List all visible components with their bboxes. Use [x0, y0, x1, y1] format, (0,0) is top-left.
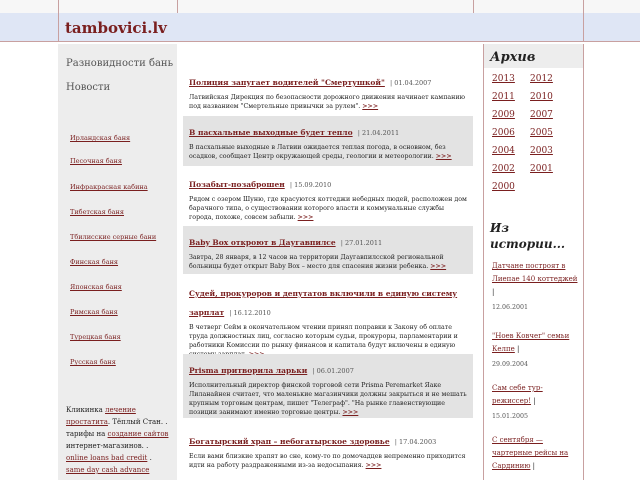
history-date: 29.09.2004: [492, 361, 529, 368]
read-more-link[interactable]: >>>: [362, 103, 379, 110]
news-date: 01.04.2007: [394, 79, 432, 87]
news-item: Prisma притворила ларьки | 06.01.2007 Исполнительный директор финской торговой сети Prisma Peremarket Яаке Лиланайнен считает, что маленькие магазинчики должны закрыться и не мешать крупным торговым центрам, пишет "Телеграф". "На рынке главенствующие позиции занимают именно торговые центры. >>>: [183, 354, 473, 418]
promo-link[interactable]: лечение простатита: [66, 406, 136, 426]
sidebar-link-irish-bath[interactable]: Ирландская баня: [70, 134, 131, 142]
news-excerpt: Исполнительный директор финской торговой сети Prisma Peremarket Яаке Лиланайнен считает, что маленькие магазинчики должны закрыться и не мешать крупным торговым центрам, пишет "Телеграф". "На рынке главенствующие позиции занимают именно торговые центры.: [189, 382, 467, 416]
news-excerpt: Завтра, 28 января, в 12 часов на территории Даугавпилсской региональной больницы будет открыт Baby Box – место для спасения жизни ребенка.: [189, 254, 444, 270]
news-excerpt: Если вами близкие храпят во сне, кому-то по домочадцев непременно приходится идти на работу раздраженными из-за недосыпания.: [189, 453, 466, 469]
archive-year-link[interactable]: 2006: [492, 128, 515, 138]
promo-text: интернет-магазинов. .: [66, 442, 149, 450]
header-divider: [58, 13, 59, 41]
archive-year-link[interactable]: 2003: [530, 146, 553, 156]
history-date: 15.01.2005: [492, 413, 529, 420]
promo-text: .: [147, 454, 152, 462]
promo-link[interactable]: создание сайтов: [107, 430, 169, 438]
history-heading: Из истории...: [490, 221, 566, 251]
sidebar-link-russian-bath[interactable]: Русская баня: [70, 358, 116, 366]
archive-year-link[interactable]: 2000: [492, 182, 515, 192]
news-title-link[interactable]: Судей, прокуроров и депутатов включили в единую систему зарплат: [189, 289, 458, 317]
read-more-link[interactable]: >>>: [430, 263, 447, 270]
left-sidebar: [58, 44, 177, 480]
archive-year-link[interactable]: 2010: [530, 92, 553, 102]
read-more-link[interactable]: >>>: [297, 214, 314, 221]
sidebar-link-turkish-bath[interactable]: Турецкая баня: [70, 333, 121, 341]
news-title-link[interactable]: В пасхальные выходные будет тепло: [189, 128, 353, 137]
archive-year-link[interactable]: 2002: [492, 164, 515, 174]
news-title-link[interactable]: Полиция запугает водителей "Смертушкой": [189, 78, 385, 87]
sidebar-link-tbilisi-baths[interactable]: Тбилисские серные бани: [70, 233, 157, 241]
sidebar-heading-news[interactable]: Новости: [66, 82, 111, 93]
archive-year-link[interactable]: 2007: [530, 110, 553, 120]
history-link[interactable]: Сам себе тур-режиссер!: [492, 384, 543, 405]
history-date: 12.06.2001: [492, 304, 529, 311]
top-divider: [473, 0, 474, 13]
news-date: 15.09.2010: [294, 181, 332, 189]
news-title-link[interactable]: Богатырский храп – небогатырское здоровье: [189, 437, 390, 446]
news-excerpt: Рядом с озером Шуню, где красуются коттеджи небедных людей, расположен дом барачного типа, о существовании которого власти и коммунальные службы города, похоже, совсем забыли.: [189, 196, 467, 221]
sidebar-link-roman-bath[interactable]: Римская баня: [70, 308, 118, 316]
archive-year-link[interactable]: 2004: [492, 146, 515, 156]
sidebar-link-finnish-bath[interactable]: Финская баня: [70, 258, 119, 266]
top-strip: [0, 0, 640, 14]
news-item: Полиция запугает водителей "Смертушкой" | 01.04.2007 Латвийская Дирекция по безопасности дорожного движения начинает кампанию под названием "Смертельные привычки за рулем". >>>: [189, 78, 466, 110]
news-date: 27.01.2011: [344, 239, 383, 247]
archive-heading: Архив: [490, 50, 536, 65]
archive-year-link[interactable]: 2009: [492, 110, 515, 120]
promo-link[interactable]: online loans bad credit: [66, 454, 148, 462]
archive-year-link[interactable]: 2005: [530, 128, 553, 138]
history-link[interactable]: С сентября — чартерные рейсы на Сардинию: [492, 436, 569, 470]
news-title-link[interactable]: Prisma притворила ларьки: [189, 366, 308, 375]
archive-year-link[interactable]: 2011: [492, 92, 515, 102]
history-item: "Ноев Ковчег" семьи Келпе | 29.09.2004: [492, 330, 580, 371]
news-title-link[interactable]: Baby Box откроют в Даугавпилсе: [189, 238, 336, 247]
right-border: [583, 44, 584, 480]
sidebar-link-japanese-bath[interactable]: Японская баня: [70, 283, 122, 291]
site-title-link[interactable]: tambovici.lv: [65, 19, 167, 37]
sidebar-heading-bath-types[interactable]: Разновидности бань: [66, 58, 174, 69]
history-item: С сентября — чартерные рейсы на Сардинию |: [492, 436, 569, 470]
read-more-link[interactable]: >>>: [342, 409, 359, 416]
site-header: [0, 13, 640, 42]
read-more-link[interactable]: >>>: [365, 462, 382, 469]
news-date: 21.04.2011: [361, 129, 400, 137]
top-divider: [58, 0, 59, 13]
news-date: 17.04.2003: [399, 438, 437, 446]
news-item: Позабыт-позаброшен | 15.09.2010 Рядом с озером Шуню, где красуются коттеджи небедных людей, расположен дом барачного типа, о существовании которого власти и коммунальные службы города, похоже, совсем забыли. >>>: [189, 180, 467, 221]
promo-text: Кликинка: [66, 406, 106, 414]
news-item: Baby Box откроют в Даугавпилсе | 27.01.2011 Завтра, 28 января, в 12 часов на территории Даугавпилсской региональной больницы будет открыт Baby Box – место для спасения жизни ребенка. >>>: [183, 226, 473, 274]
news-excerpt: В пасхальные выходные в Латвии ожидается теплая погода, в основном, без осадков, сообщает Центр окружающей среды, геологии и метеорологии.: [189, 144, 446, 160]
news-item: Судей, прокуроров и депутатов включили в единую систему зарплат | 16.12.2010 В четверг Сейм в окончательном чтении принял поправки к Закону об оплате труда должностных лиц, согласно которым судьи, прокуроры, парламентарии и работники Комиссии по рынку финансов и капитала будут включены в единую: [183, 277, 473, 363]
sidebar-link-infrared-cabin[interactable]: Инфракрасная кабина: [70, 183, 148, 191]
archive-year-link[interactable]: 2001: [530, 164, 553, 174]
history-link[interactable]: "Ноев Ковчег" семьи Келпе: [492, 332, 570, 353]
archive-year-link[interactable]: 2013: [492, 74, 515, 84]
history-link[interactable]: Датчане построят в Лиепае 140 коттеджей: [492, 262, 578, 283]
right-sidebar: [483, 44, 584, 480]
top-divider: [583, 0, 584, 13]
read-more-link[interactable]: >>>: [435, 153, 452, 160]
news-title-link[interactable]: Позабыт-позаброшен: [189, 180, 285, 189]
history-item: Датчане построят в Лиепае 140 коттеджей | 12.06.2001: [492, 260, 580, 314]
sidebar-link-sand-bath[interactable]: Песочная баня: [70, 157, 122, 165]
promo-link[interactable]: same day cash advance: [66, 466, 150, 474]
news-item: В пасхальные выходные будет тепло | 21.04.2011 В пасхальные выходные в Латвии ожидается теплая погода, в основном, без осадков, сообщает Центр окружающей среды, геологии и метеорологии. >>>: [183, 116, 473, 166]
sidebar-link-tibetan-bath[interactable]: Тибетская баня: [70, 208, 124, 216]
top-divider: [177, 0, 178, 13]
news-date: 06.01.2007: [316, 367, 354, 375]
news-item: Богатырский храп – небогатырское здоровье | 17.04.2003 Если вами близкие храпят во сне, кому-то по домочадцев непременно приходится идти на работу раздраженными из-за недосыпания. >>>: [189, 437, 466, 469]
header-divider: [583, 13, 584, 41]
news-excerpt: В четверг Сейм в окончательном чтении принял поправки к Закону об оплате труда должностных лиц, согласно которым судьи, прокуроры, парламентарии и работники Комиссии по рынку финансов и капитала будут включены в единую: [189, 324, 458, 349]
promo-text: . Тёплый Стан. . тарифы на: [66, 418, 168, 438]
archive-year-link[interactable]: 2012: [530, 74, 553, 84]
history-item: Сам себе тур-режиссер! | 15.01.2005: [492, 382, 580, 423]
news-date: 16.12.2010: [233, 309, 271, 317]
sidebar-promo-text: [66, 404, 172, 476]
history-list: [484, 256, 584, 480]
news-excerpt: Латвийская Дирекция по безопасности дорожного движения начинает кампанию под названием "Смертельные привычки за рулем".: [189, 94, 466, 110]
